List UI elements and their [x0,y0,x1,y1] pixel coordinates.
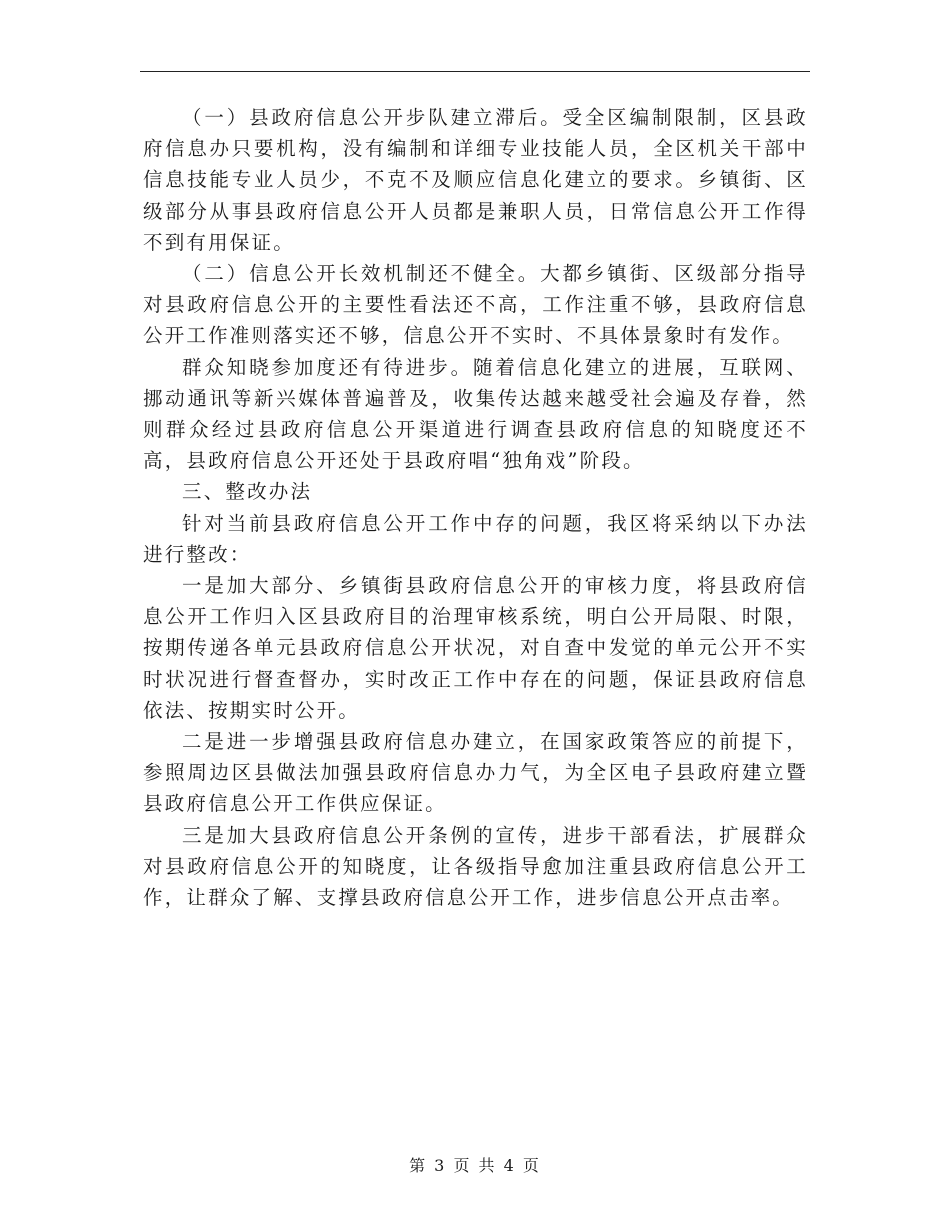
paragraph-5: 一是加大部分、乡镇街县政府信息公开的审核力度，将县政府信息公开工作归入区县政府目的治理审核系统，明白公开局限、时限，按期传递各单元县政府信息公开状况，对自查中发觉的单元公开不实时状况进行督查督办，实时改正工作中存在的问题，保证县政府信息依法、按期实时公开。 [143,574,808,722]
paragraph-1: （一）县政府信息公开步队建立滞后。受全区编制限制，区县政府信息办只要机构，没有编制和详细专业技能人员，全区机关干部中信息技能专业人员少，不克不及顺应信息化建立的要求。乡镇街、区级部分从事县政府信息公开人员都是兼职人员，日常信息公开工作得不到有用保证。 [143,106,808,254]
page-number: 第 3 页 共 4 页 [409,1156,541,1175]
paragraph-2: （二）信息公开长效机制还不健全。大都乡镇街、区级部分指导对县政府信息公开的主要性看法还不高，工作注重不够，县政府信息公开工作准则落实还不够，信息公开不实时、不具体景象时有发作。 [143,262,808,348]
paragraph-7: 三是加大县政府信息公开条例的宣传，进步干部看法，扩展群众对县政府信息公开的知晓度，让各级指导愈加注重县政府信息公开工作，让群众了解、支撑县政府信息公开工作，进步信息公开点击率。 [143,823,808,910]
paragraph-3: 群众知晓参加度还有待进步。随着信息化建立的进展，互联网、挪动通讯等新兴媒体普遍普及，收集传达越来越受社会遍及存眷，然则群众经过县政府信息公开渠道进行调查县政府信息的知晓度还不高，县政府信息公开还处于县政府唱“独角戏”阶段。 [143,355,808,473]
header-rule [140,71,810,72]
paragraph-6: 二是进一步增强县政府信息办建立，在国家政策答应的前提下，参照周边区县做法加强县政府信息办力气，为全区电子县政府建立暨县政府信息公开工作供应保证。 [143,730,808,816]
section-heading: 三、整改办法 [182,480,313,504]
paragraph-4: 针对当前县政府信息公开工作中存的问题，我区将采纳以下办法进行整改： [143,511,808,566]
document-body [143,102,808,913]
